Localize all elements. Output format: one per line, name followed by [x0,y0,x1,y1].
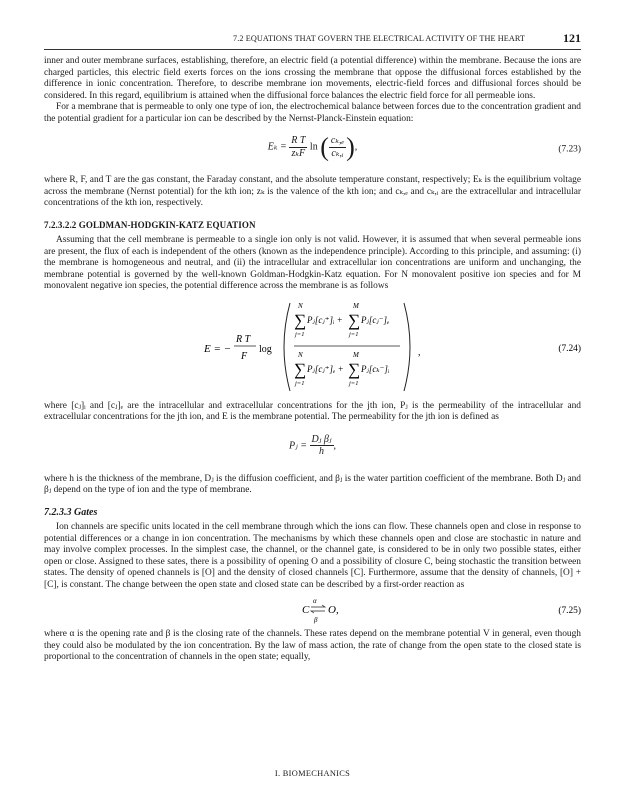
eq725-number: (7.25) [558,606,581,616]
paragraph-4: Assuming that the cell membrane is permeable to a single ion only is not valid. However, it is assumed that when several permeable ions are present, the flux of each is independent of the others (known as the independence principle). According to this principle, and assuming: (i) the membrane is homogeneous and neutral, and (ii) the intracellular and extracellular ion concentrations are uniform and unchanging, the membrane potential is governed by the well-known Goldman-Hodgkin-Katz equation. For N monovalent positive ion species and for M monovalent negative ion species, the potential difference across the membrane is as follows [44,235,581,291]
equation-permeability [44,430,581,468]
eq724-lparen [284,303,290,391]
eq724-sum4-top: M [353,350,359,359]
eq724-term4: Pⱼ[cₖ⁻]ᵢ [361,363,390,374]
heading-ghk: 7.2.3.2.2 GOLDMAN-HODGKIN-KATZ EQUATION [44,219,256,230]
equation-7-25 [44,595,581,625]
paragraph-2: For a membrane that is permeable to only one type of ion, the electrochemical balance between forces due to the concentration gradient and the potential gradient for a particular ion can be described by the Nernst-Planck-Einstein equation: [44,102,581,124]
eq724-comma: , [418,346,421,358]
eq724-sum1: ∑ [294,310,307,330]
eq724-sum1-bottom: j=1 [295,330,305,338]
eq724-sum2-top: M [353,301,359,310]
eq724-term2: Pⱼ[cⱼ⁻]ₑ [361,314,390,325]
perm-den: h [319,446,324,457]
eq724-sum2-bottom: j=1 [349,330,359,338]
paragraph-3: where R, F, and T are the gas constant, the Faraday constant, and the absolute temperature constant, respectively; Eₖ is the equilibrium voltage across the membrane (Nernst potential) for the kth ion; zₖ is the valence of the kth ion; and cₖ,ₑ and cₖ,ᵢ are the extracellular and intracellular concentrations of the kth ion, respectively. [44,175,581,208]
eq724-den: F [241,350,248,362]
eq724-svg [44,297,581,397]
eq724-term3: Pⱼ[cⱼ⁺]ₑ + [307,363,344,374]
eq725-alpha: α [313,597,317,605]
heading-gates: 7.2.3.3 Gates [44,506,98,518]
paragraph-8: where α is the opening rate and β is the closing rate of the channels. These rates depend on the membrane potential V in general, even though they could also be modulated by the ion concentration. By the law of mass action, the rate of change from the open state to the closed state is proportional to the concentration of channels in the open state; equally, [44,629,581,662]
paragraph-7: Ion channels are specific units located in the cell membrane through which the ions can flow. These channels open and close in response to potential differences or a change in ion concentration. The mechanisms by which these channels open and close are stochastic in nature and may involve complex processes. In the simplest case, the channel, or the channel gate, is considered to be in only two possible states, either open or close. Assigned to these sates, there is a possibility of opening O and a possibility of closure C, being stochastic the transition between states. The density of opened channels is [O] and the density of closed channels [C]. Furthermore, assume that the density of channels, [O] + [C], is constant. The change between the open state and closed state can be described by a first-order reaction as [44,522,581,590]
eq724-sum1-top: N [298,301,303,310]
eq725-back-arrow [311,611,325,613]
eq724-lhs: E = − [204,342,232,355]
running-header-title: 7.2 EQUATIONS THAT GOVERN THE ELECTRICAL ACTIVITY OF THE HEART [233,34,525,43]
equation-7-23: Eₖ = $\frac{\text{R T}}{\text{zₖF}}$ ln ( $\frac{\text{cₖ,ₑ}}{\text{cₖ,ᵢ}}$ ), (7.23) [267,132,581,162]
eq724-rparen [404,303,410,391]
header-rule [44,49,581,50]
eq723-arg-num: cₖ,ₑ [330,135,345,146]
eq724-sum4: ∑ [348,359,361,379]
perm-num: Dⱼ βⱼ [311,433,332,445]
page-footer: I. BIOMECHANICS [274,769,351,778]
eq724-fn: log [259,343,272,355]
eq725-forward-arrow [311,605,325,607]
eq723-lhs: Eₖ [267,141,278,153]
eq723-den: zₖF [291,147,306,159]
eq724-sum2: ∑ [348,310,361,330]
paragraph-1: inner and outer membrane surfaces, establishing, therefore, an electric field (a potential difference) within the membrane. Because the ions are charged particles, this electric field exerts forces on the ions crossing the membrane that oppose the diffusional forces established by the difference in ionic concentration. Therefore, to describe membrane ion movements, electric-field forces and diffusional forces should be considered. In this regard, equilibrium is attained when the diffusional force balances the electric field force for all permeable ions. [44,56,581,101]
eq724-sum3-bottom: j=1 [295,379,305,387]
eq723-num: R T [291,135,306,146]
eq724-num: R T [236,333,251,345]
eq724-term1: Pⱼ[cⱼ⁺]ᵢ + [307,314,343,325]
eq724-sum4-bottom: j=1 [349,379,359,387]
page-number: 121 [563,31,581,45]
running-header [44,32,581,48]
equation-7-24 [44,297,581,397]
eq724-sum3: ∑ [294,359,307,379]
eq725-beta: β [314,616,318,624]
paragraph-5: where [cⱼ]ᵢ and [cⱼ]ₑ are the intracellular and extracellular concentrations for the jth ion, Pⱼ is the permeability of the intracellular and extracellular concentrations for the jth ion, and E is the membrane potential. The permeability for the jth ion is defined as [44,400,581,422]
eq725-right: O, [328,604,339,616]
eq723-number: (7.23) [558,144,581,155]
eq723-arg-den: cₖ,ᵢ [331,147,344,159]
page-body [44,56,581,664]
eq724-number: (7.24) [558,343,581,354]
eq724-sum3-top: N [298,350,303,359]
eq725-left: C [302,604,310,616]
eq725-svg [44,595,581,625]
eq723-fn: ln [309,141,318,153]
perm-lhs: Pⱼ = [289,439,307,451]
perm-tail: , [333,439,336,451]
paragraph-6: where h is the thickness of the membrane, Dⱼ is the diffusion coefficient, and βⱼ is the water partition coefficient of the membrane. Both Dⱼ and βⱼ depend on the type of ion and the type of membrane. [44,473,581,495]
